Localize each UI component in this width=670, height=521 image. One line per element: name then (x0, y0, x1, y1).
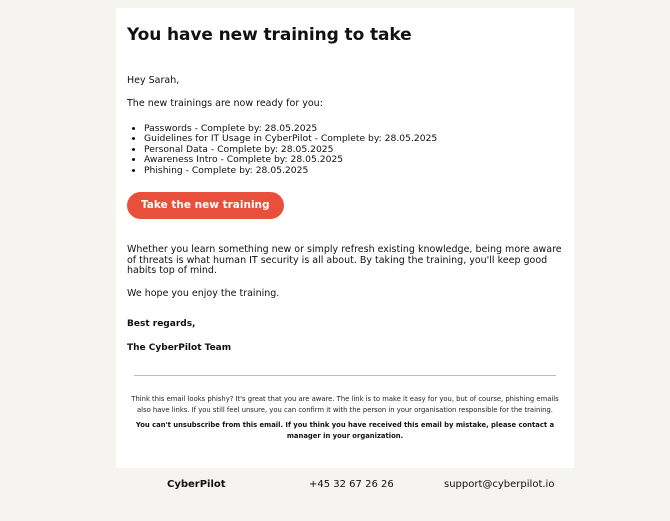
unsubscribe-notice: You can't unsubscribe from this email. If you think you have received this email by mistake, please contact a manager in your organization. (135, 420, 555, 440)
training-list (127, 124, 563, 176)
take-training-button[interactable]: Take the new training (127, 192, 284, 219)
training-item: • Phishing - Complete by: 28.05.2025 (144, 166, 563, 176)
training-item: • Guidelines for IT Usage in CyberPilot - Complete by: 28.05.2025 (144, 134, 563, 144)
email-footer (116, 468, 574, 500)
team-signature: The CyberPilot Team (127, 342, 232, 353)
footer-brand: CyberPilot (167, 479, 226, 490)
regards-text: Best regards, (127, 318, 196, 329)
hope-text: We hope you enjoy the training. (127, 287, 280, 299)
intro-text: The new trainings are now ready for you: (127, 98, 323, 109)
training-item: • Passwords - Complete by: 28.05.2025 (144, 124, 563, 134)
greeting: Hey Sarah, (127, 75, 180, 86)
footer-email[interactable]: support@cyberpilot.io (444, 479, 555, 490)
phishy-notice: Think this email looks phishy? It's great that you are aware. The link is to make it easy for you, but of course, phishing emails also have links. If you still feel unsure, you can confirm it with the person in your organisation responsible for the training. (131, 394, 559, 414)
body-text: Whether you learn something new or simply refresh existing knowledge, being more aware of threats is what human IT security is all about. By taking the training, you'll keep good habits top of mind. (127, 244, 562, 277)
email-card (116, 8, 574, 468)
training-item: • Personal Data - Complete by: 28.05.2025 (144, 145, 563, 155)
footer-phone[interactable]: +45 32 67 26 26 (309, 479, 394, 490)
divider (134, 375, 556, 376)
email-title: You have new training to take (127, 25, 412, 45)
training-item: • Awareness Intro - Complete by: 28.05.2025 (144, 155, 563, 165)
